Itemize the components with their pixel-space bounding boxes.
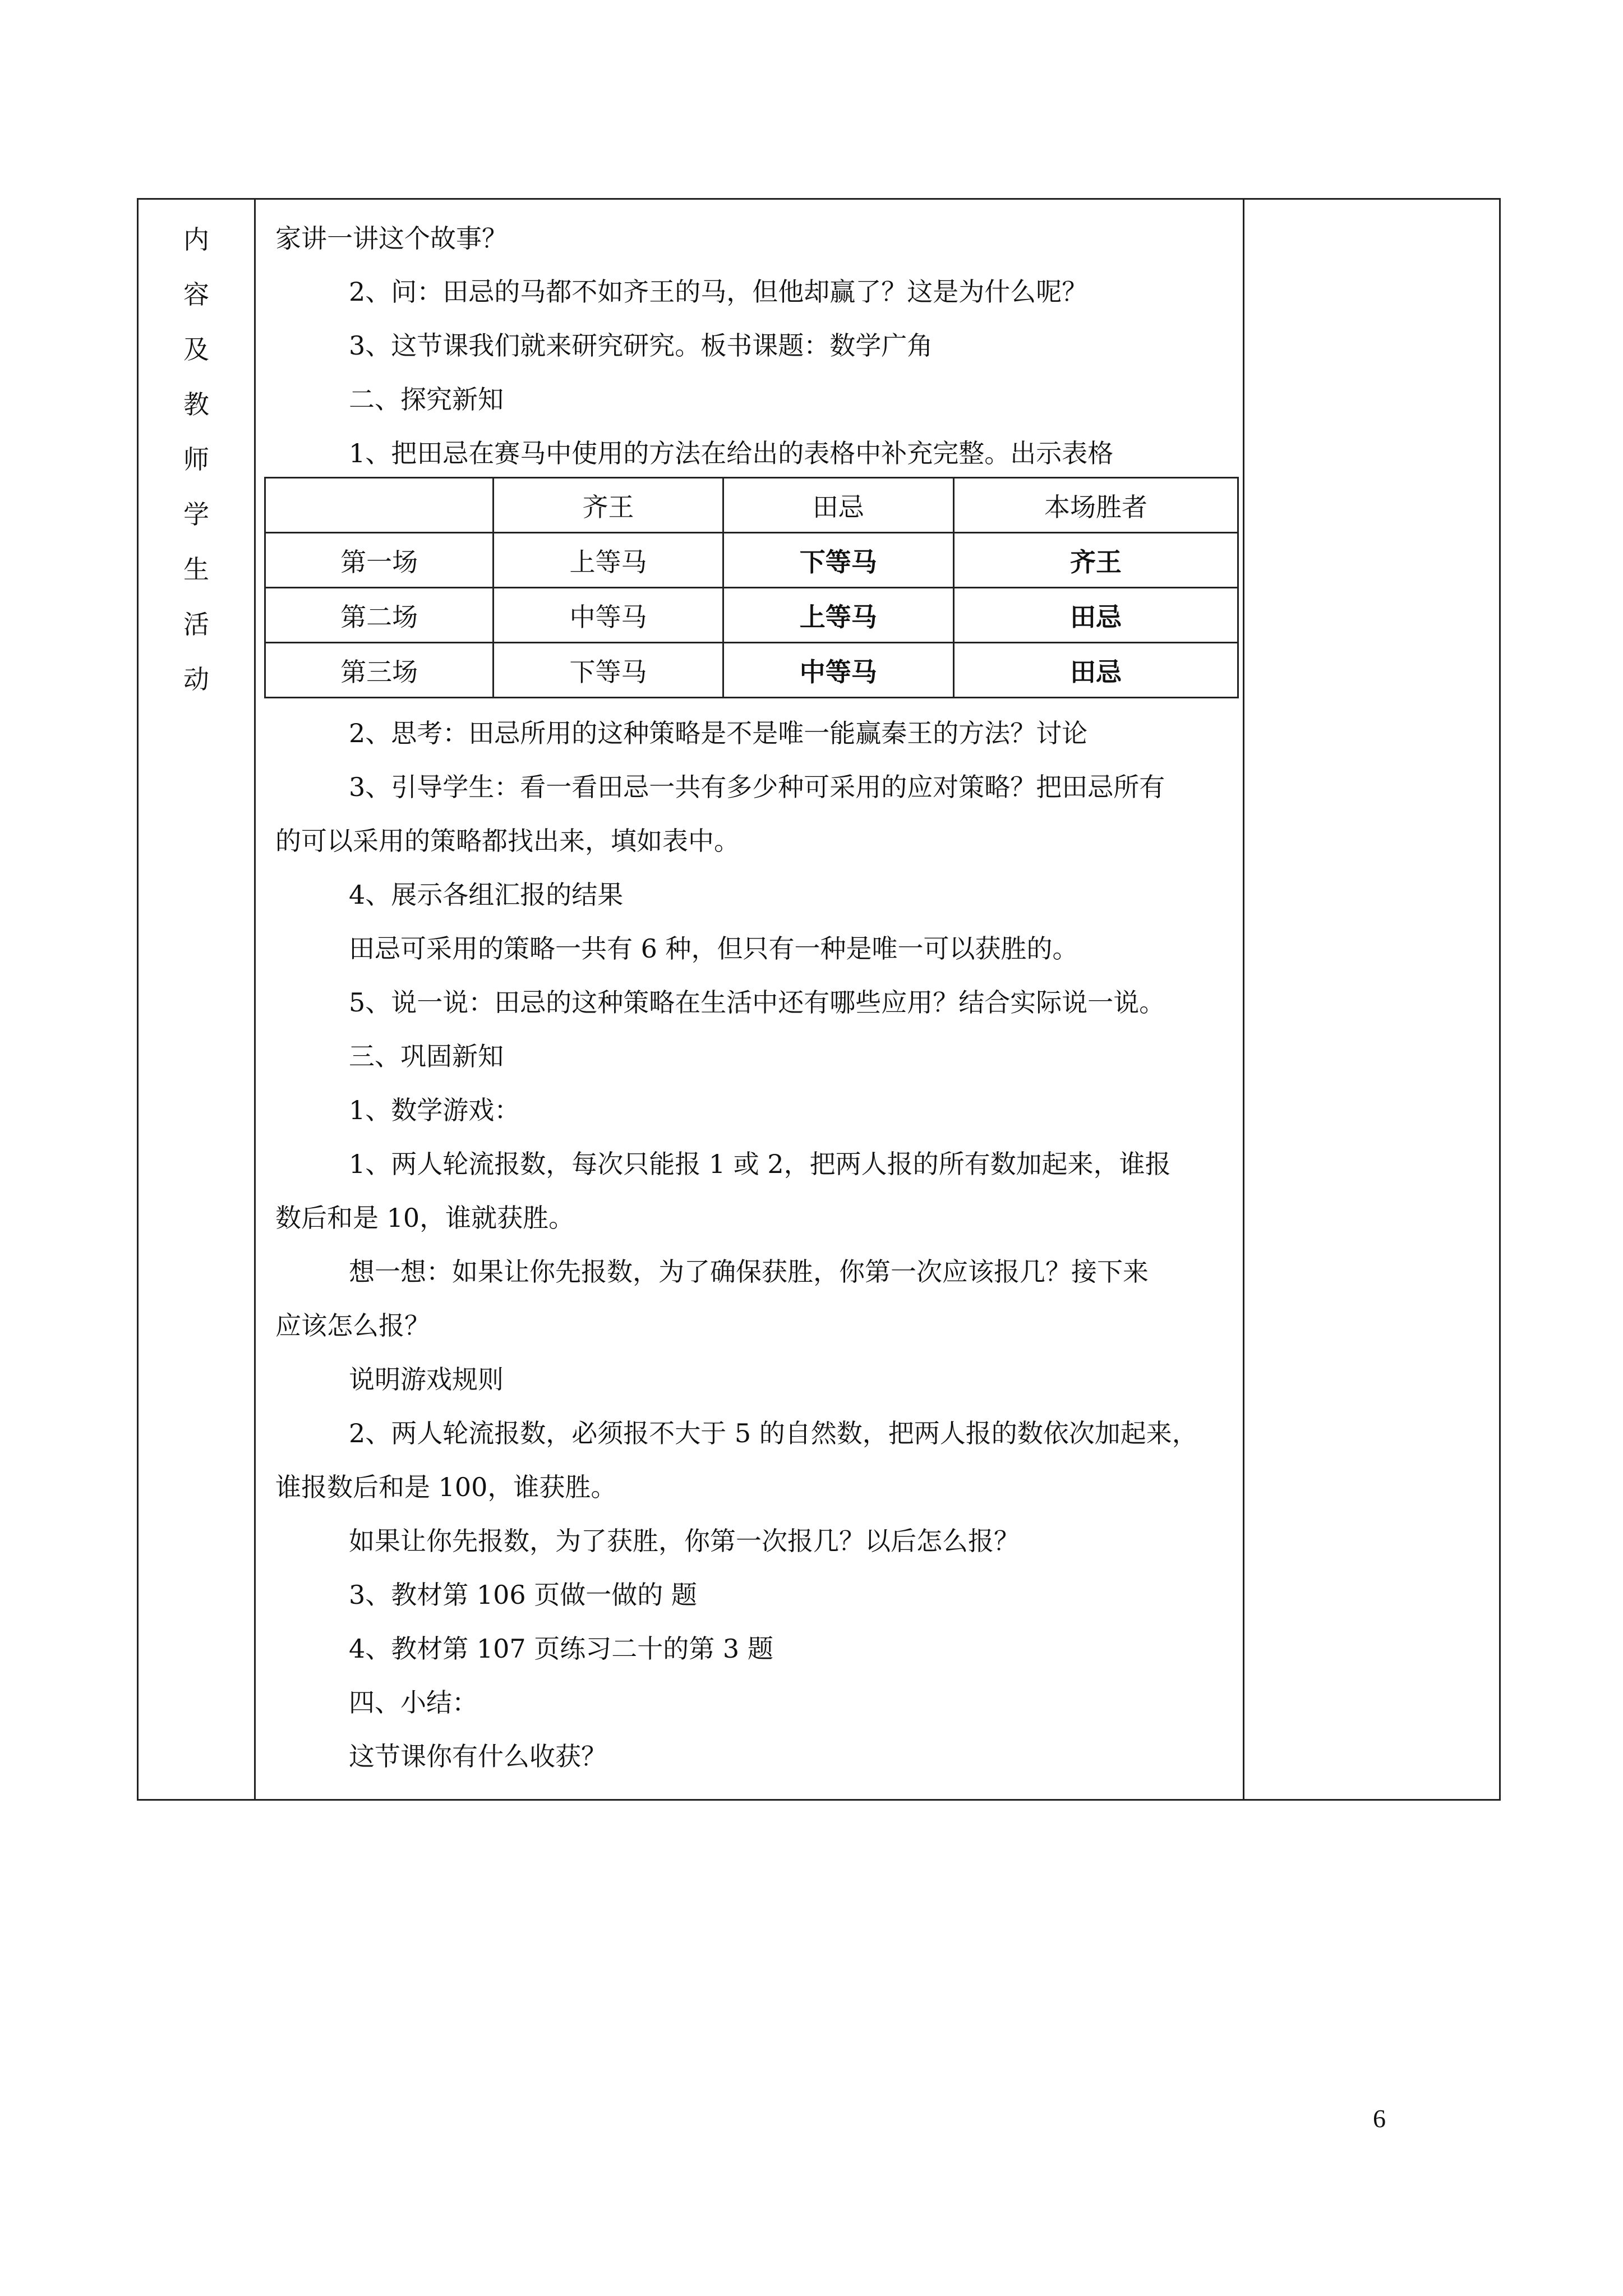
content-line: 谁报数后和是 100，谁获胜。 — [275, 1472, 617, 1502]
table-cell: 齐王 — [953, 533, 1238, 588]
content-line: 2、问：田忌的马都不如齐王的马，但他却赢了？这是为什么呢？ — [349, 277, 1088, 307]
table-header-cell: 本场胜者 — [953, 478, 1238, 533]
content-line: 1、两人轮流报数，每次只能报 1 或 2，把两人报的所有数加起来，谁报 — [349, 1149, 1171, 1179]
side-label-column — [139, 212, 254, 707]
horse-race-table — [264, 477, 1239, 698]
table-cell: 上等马 — [723, 588, 953, 643]
side-label-char: 师 — [183, 444, 209, 475]
content-line: 4、展示各组汇报的结果 — [349, 880, 624, 910]
side-label-char: 生 — [183, 554, 209, 585]
content-line: 2、思考：田忌所用的这种策略是不是唯一能赢秦王的方法？讨论 — [349, 718, 1088, 748]
table-cell: 第二场 — [265, 588, 494, 643]
content-line: 四、小结： — [349, 1687, 478, 1718]
content-line: 数后和是 10，谁就获胜。 — [275, 1203, 575, 1233]
content-line: 说明游戏规则 — [349, 1364, 504, 1395]
content-line: 应该怎么报？ — [275, 1310, 430, 1341]
table-header-cell — [265, 478, 494, 533]
content-line: 3、引导学生：看一看田忌一共有多少种可采用的应对策略？把田忌所有 — [349, 772, 1165, 802]
content-line: 如果让你先报数，为了获胜，你第一次报几？以后怎么报？ — [349, 1526, 1020, 1556]
content-line: 三、巩固新知 — [349, 1041, 504, 1071]
table-cell: 中等马 — [723, 643, 953, 698]
table-header-cell: 田忌 — [723, 478, 953, 533]
content-line: 二、探究新知 — [349, 384, 504, 415]
content-line: 1、数学游戏： — [349, 1095, 520, 1125]
column-divider-left — [254, 200, 256, 1799]
table-cell: 田忌 — [953, 643, 1238, 698]
table-row — [265, 643, 1238, 698]
table-cell: 中等马 — [494, 588, 723, 643]
content-line: 想一想：如果让你先报数，为了确保获胜，你第一次应该报几？接下来 — [349, 1257, 1149, 1287]
content-line: 2、两人轮流报数，必须报不大于 5 的自然数，把两人报的数依次加起来， — [349, 1418, 1198, 1448]
lesson-plan-table — [137, 198, 1501, 1801]
content-line: 4、教材第 107 页练习二十的第 3 题 — [349, 1634, 773, 1664]
table-cell: 上等马 — [494, 533, 723, 588]
content-line: 田忌可采用的策略一共有 6 种，但只有一种是唯一可以获胜的。 — [349, 933, 1078, 964]
side-label-char: 教 — [183, 389, 209, 420]
table-cell: 下等马 — [494, 643, 723, 698]
side-label-char: 动 — [183, 664, 209, 694]
table-cell: 第一场 — [265, 533, 494, 588]
side-label-char: 学 — [183, 499, 209, 530]
page-number: 6 — [1373, 2104, 1386, 2133]
content-line: 1、把田忌在赛马中使用的方法在给出的表格中补充完整。出示表格 — [349, 438, 1114, 468]
side-label-char: 内 — [183, 224, 209, 255]
table-row — [265, 533, 1238, 588]
content-line: 的可以采用的策略都找出来，填如表中。 — [275, 826, 740, 856]
table-cell: 田忌 — [953, 588, 1238, 643]
content-line: 3、教材第 106 页做一做的 题 — [349, 1580, 697, 1610]
table-header-cell: 齐王 — [494, 478, 723, 533]
side-label-char: 活 — [183, 609, 209, 639]
side-label-char: 及 — [183, 334, 209, 365]
content-line: 5、说一说：田忌的这种策略在生活中还有哪些应用？结合实际说一说。 — [349, 987, 1165, 1018]
content-line: 家讲一讲这个故事？ — [275, 223, 508, 254]
column-divider-right — [1243, 200, 1244, 1799]
side-label-char: 容 — [183, 279, 209, 310]
table-row — [265, 588, 1238, 643]
content-line: 3、这节课我们就来研究研究。板书课题：数学广角 — [349, 330, 933, 361]
table-cell: 下等马 — [723, 533, 953, 588]
table-header-row — [265, 478, 1238, 533]
table-cell: 第三场 — [265, 643, 494, 698]
content-line: 这节课你有什么收获？ — [349, 1741, 607, 1772]
